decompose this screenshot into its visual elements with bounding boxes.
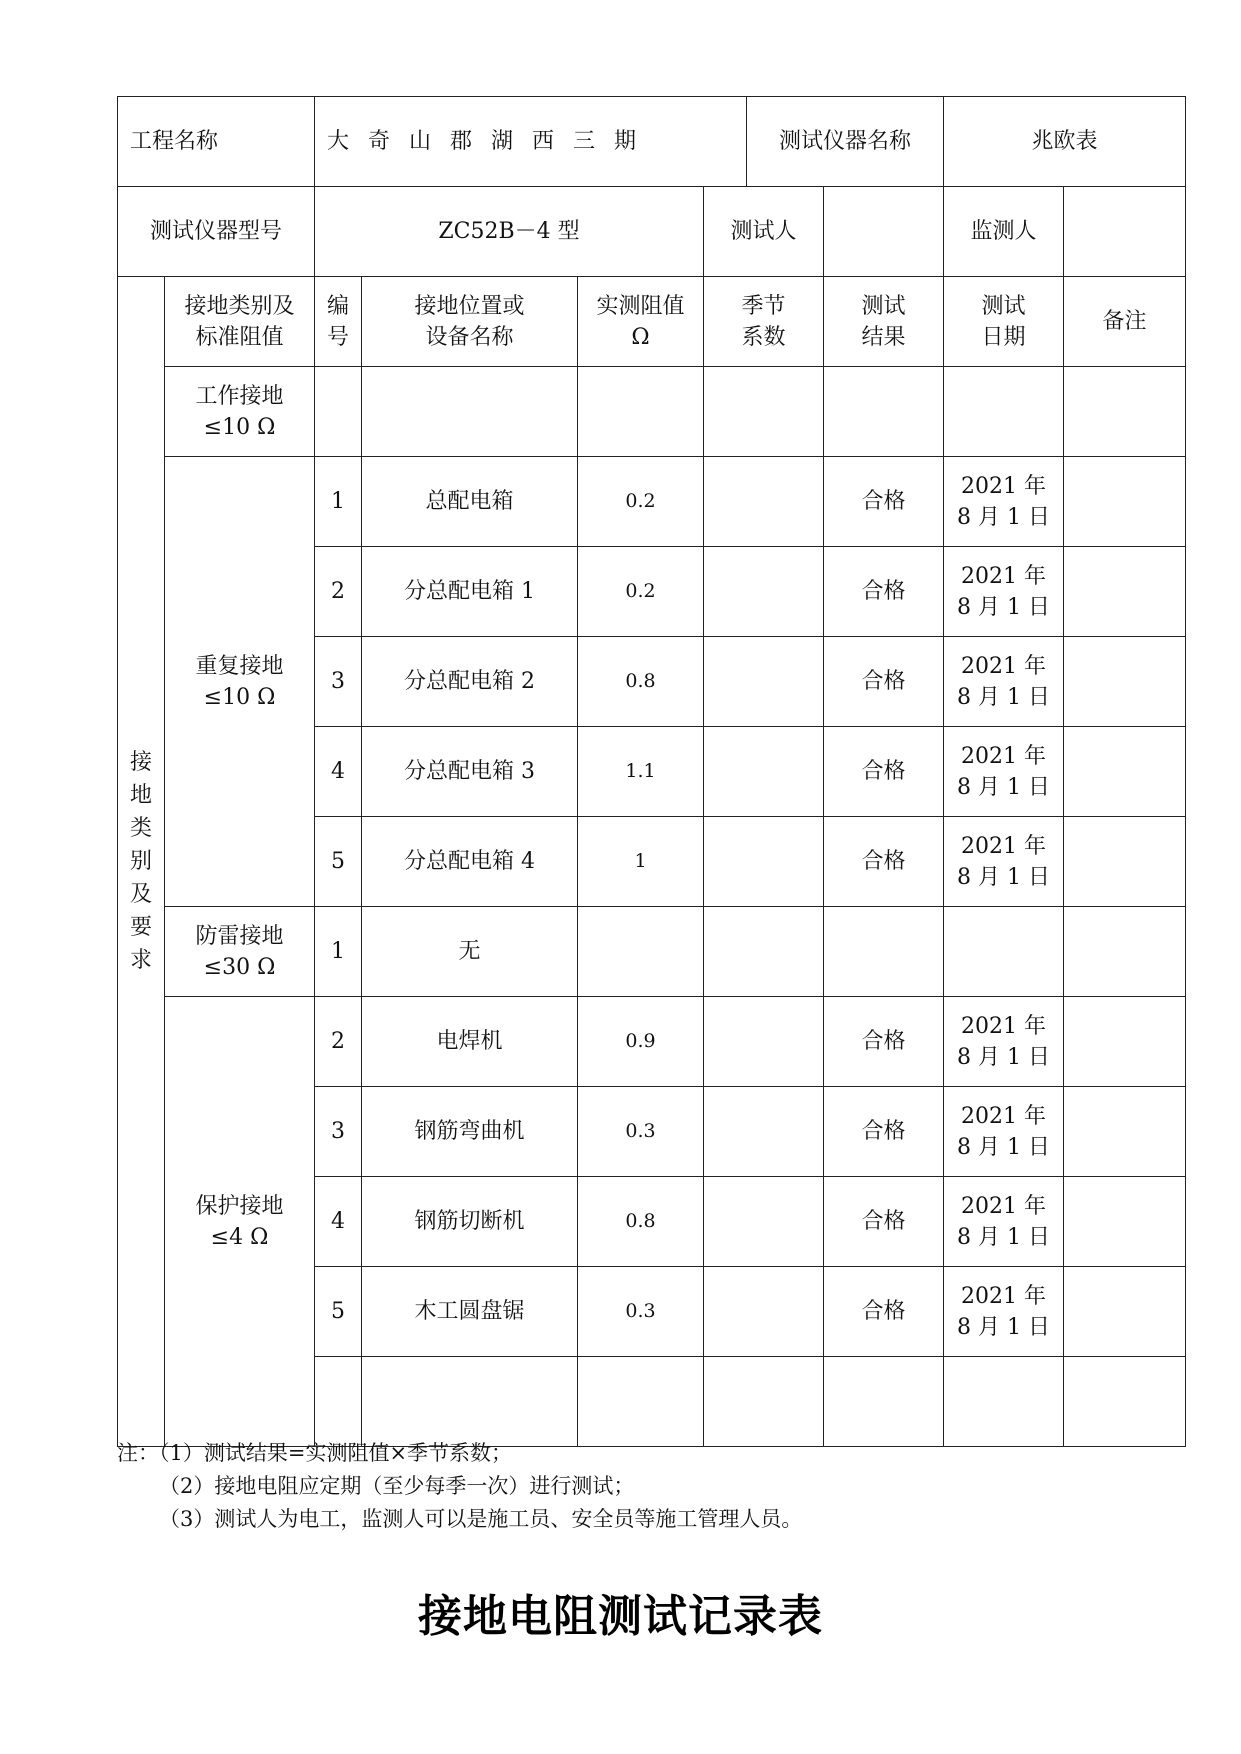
- row-result: 合格: [824, 637, 944, 727]
- row-resistance: 0.3: [578, 1087, 704, 1177]
- tester-value: [824, 187, 944, 277]
- row-result: 合格: [824, 1087, 944, 1177]
- row-date: 2021 年 8 月 1 日: [944, 1267, 1064, 1357]
- row-season: [704, 457, 824, 547]
- row-number: 3: [315, 637, 362, 727]
- monitor-label: 监测人: [944, 187, 1064, 277]
- row-date: 2021 年 8 月 1 日: [944, 457, 1064, 547]
- row-result: 合格: [824, 1177, 944, 1267]
- row-result: 合格: [824, 457, 944, 547]
- row-remark: [1064, 637, 1186, 727]
- note-1: 注：（1）测试结果=实测阻值×季节系数；: [117, 1441, 513, 1465]
- group-protect: 保护接地 ≤4 Ω: [165, 997, 315, 1447]
- row-result: [824, 907, 944, 997]
- row-number: 5: [315, 1267, 362, 1357]
- row-location: 钢筋弯曲机: [362, 1087, 578, 1177]
- project-label: 工程名称: [118, 97, 315, 187]
- row-season: [704, 727, 824, 817]
- row-resistance: 0.3: [578, 1267, 704, 1357]
- row-remark: [1064, 1267, 1186, 1357]
- row-remark: [1064, 817, 1186, 907]
- row-remark: [1064, 547, 1186, 637]
- row-number: 2: [315, 547, 362, 637]
- col-location: 接地位置或 设备名称: [362, 277, 578, 367]
- row-resistance: [578, 907, 704, 997]
- row-location: 钢筋切断机: [362, 1177, 578, 1267]
- side-label: 接 地 类 别 及 要 求: [118, 277, 165, 1447]
- row-date: 2021 年 8 月 1 日: [944, 727, 1064, 817]
- table-row: [118, 457, 1186, 547]
- row-resistance: 1: [578, 817, 704, 907]
- col-number: 编 号: [315, 277, 362, 367]
- notes: [117, 1437, 802, 1536]
- row-remark: [1064, 1087, 1186, 1177]
- row-location: 分总配电箱 2: [362, 637, 578, 727]
- row-resistance: 0.8: [578, 637, 704, 727]
- row-resistance: 0.9: [578, 997, 704, 1087]
- row-number: 2: [315, 997, 362, 1087]
- col-resistance: 实测阻值 Ω: [578, 277, 704, 367]
- row-location: 木工圆盘锯: [362, 1267, 578, 1357]
- row-date: 2021 年 8 月 1 日: [944, 1177, 1064, 1267]
- project-value: 大 奇 山 郡 湖 西 三 期: [315, 97, 747, 187]
- row-result: 合格: [824, 727, 944, 817]
- row-date: [944, 907, 1064, 997]
- instrument-name-label: 测试仪器名称: [747, 97, 944, 187]
- monitor-value: [1064, 187, 1186, 277]
- instrument-model-label: 测试仪器型号: [118, 187, 315, 277]
- note-2: （2）接地电阻应定期（至少每季一次）进行测试；: [159, 1474, 635, 1498]
- row-location: 无: [362, 907, 578, 997]
- row-location: 分总配电箱 3: [362, 727, 578, 817]
- row-date: 2021 年 8 月 1 日: [944, 997, 1064, 1087]
- row-result: 合格: [824, 997, 944, 1087]
- row-result: 合格: [824, 817, 944, 907]
- group-work: 工作接地 ≤10 Ω: [165, 367, 315, 457]
- grounding-resistance-table: [117, 96, 1186, 1447]
- row-number: 4: [315, 1177, 362, 1267]
- row-number: 3: [315, 1087, 362, 1177]
- row-location: 电焊机: [362, 997, 578, 1087]
- table-row: [118, 367, 1186, 457]
- row-date: 2021 年 8 月 1 日: [944, 637, 1064, 727]
- row-result: 合格: [824, 547, 944, 637]
- row-season: [704, 547, 824, 637]
- group-repeat: 重复接地 ≤10 Ω: [165, 457, 315, 907]
- col-date: 测试 日期: [944, 277, 1064, 367]
- tester-label: 测试人: [704, 187, 824, 277]
- col-result: 测试 结果: [824, 277, 944, 367]
- row-location: 分总配电箱 4: [362, 817, 578, 907]
- col-season: 季节 系数: [704, 277, 824, 367]
- col-remark: 备注: [1064, 277, 1186, 367]
- row-remark: [1064, 727, 1186, 817]
- row-resistance: 0.2: [578, 547, 704, 637]
- row-resistance: 1.1: [578, 727, 704, 817]
- row-resistance: 0.2: [578, 457, 704, 547]
- row-season: [704, 817, 824, 907]
- table-row: [118, 907, 1186, 997]
- row-number: 1: [315, 907, 362, 997]
- row-number: 5: [315, 817, 362, 907]
- col-category: 接地类别及 标准阻值: [165, 277, 315, 367]
- row-resistance: 0.8: [578, 1177, 704, 1267]
- row-location: 总配电箱: [362, 457, 578, 547]
- instrument-model-value: ZC52B－4 型: [315, 187, 704, 277]
- group-lightning: 防雷接地 ≤30 Ω: [165, 907, 315, 997]
- row-season: [704, 1177, 824, 1267]
- page-title: 接地电阻测试记录表: [418, 1591, 823, 1642]
- row-date: 2021 年 8 月 1 日: [944, 547, 1064, 637]
- row-season: [704, 907, 824, 997]
- row-location: 分总配电箱 1: [362, 547, 578, 637]
- row-result: 合格: [824, 1267, 944, 1357]
- row-remark: [1064, 907, 1186, 997]
- row-season: [704, 637, 824, 727]
- row-season: [704, 1087, 824, 1177]
- row-number: 4: [315, 727, 362, 817]
- table-row: [118, 997, 1186, 1087]
- row-remark: [1064, 457, 1186, 547]
- row-date: 2021 年 8 月 1 日: [944, 817, 1064, 907]
- row-season: [704, 1267, 824, 1357]
- note-3: （3）测试人为电工，监测人可以是施工员、安全员等施工管理人员。: [159, 1507, 803, 1531]
- row-remark: [1064, 1177, 1186, 1267]
- row-season: [704, 997, 824, 1087]
- row-number: 1: [315, 457, 362, 547]
- row-date: 2021 年 8 月 1 日: [944, 1087, 1064, 1177]
- row-remark: [1064, 997, 1186, 1087]
- instrument-name-value: 兆欧表: [944, 97, 1186, 187]
